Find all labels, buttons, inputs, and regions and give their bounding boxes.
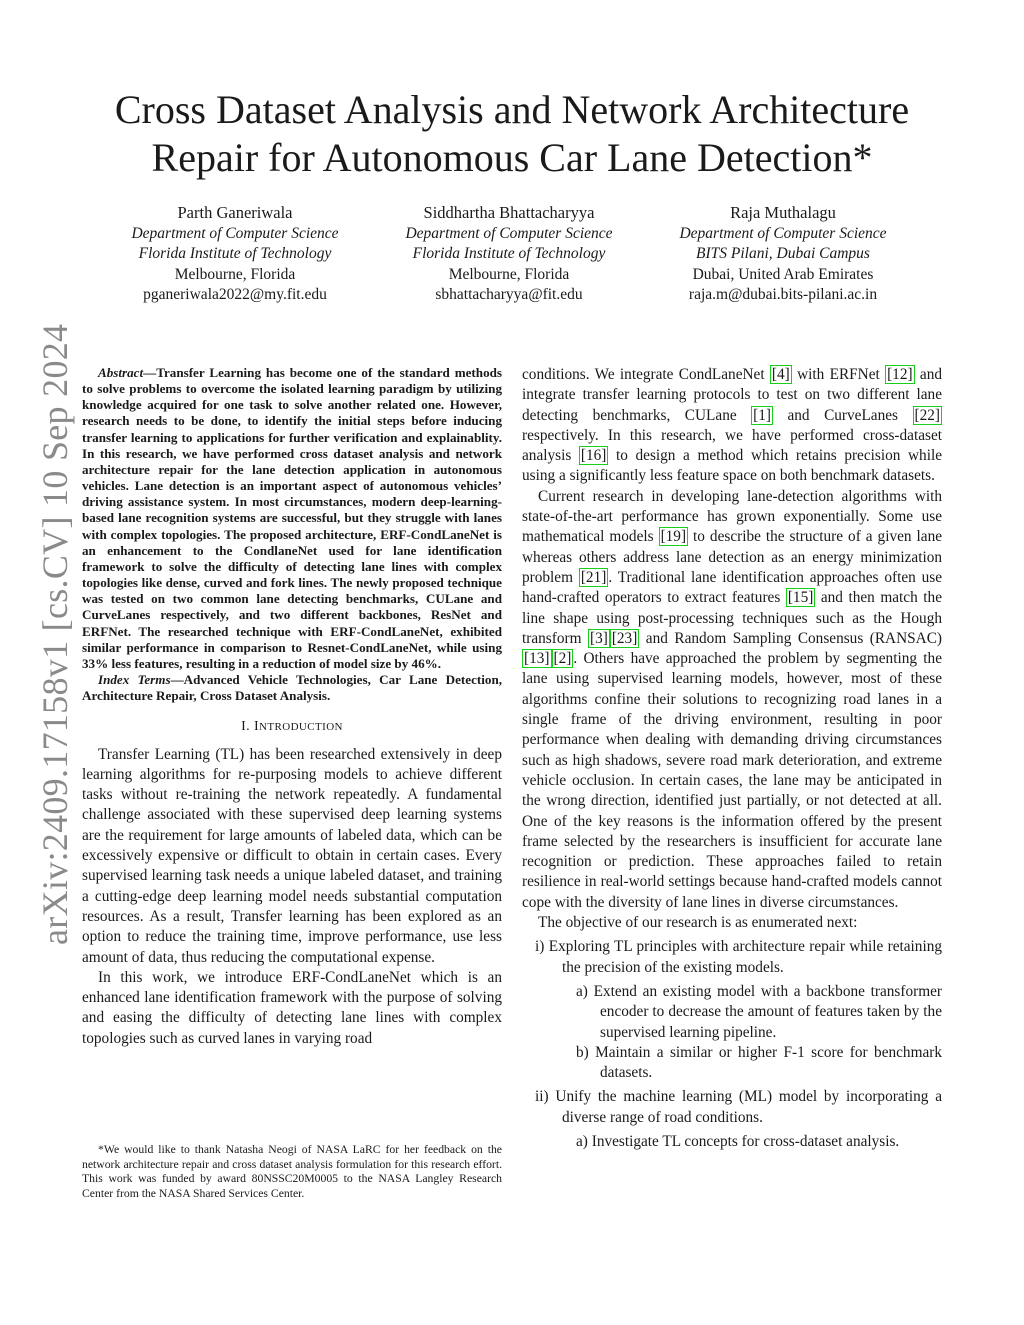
body-text: to design a method which retains precision while using a significantly less feature space on both benchmark datasets.	[522, 447, 942, 485]
author-department: Department of Computer Science	[679, 224, 887, 242]
author-institution: BITS Pilani, Dubai Campus	[696, 245, 870, 263]
author-name: Raja Muthalagu	[730, 203, 836, 222]
list-text: Investigate TL concepts for cross-dataset analysis.	[591, 1132, 900, 1150]
list-marker: a)	[576, 982, 588, 1000]
body-text: to describe the structure of a given lane whereas others address lane detection as an energy minimization problem	[522, 528, 943, 586]
list-text: Unify the machine learning (ML) model by incorporating a diverse range of road conditions.	[555, 1088, 943, 1126]
citation-link[interactable]: [21]	[580, 568, 607, 586]
citation-link[interactable]: [19]	[660, 528, 687, 546]
citation-link[interactable]: [13]	[524, 650, 550, 668]
citation-link[interactable]: [12]	[887, 366, 913, 383]
index-terms-label: Index Terms	[98, 671, 171, 687]
body-text: respectively. In this research, we have performed cross-dataset analysis	[522, 426, 942, 465]
section-title: NTRODUCTION	[259, 721, 343, 734]
title-line-2: Repair for Autonomous Car Lane Detection*	[151, 135, 873, 180]
author-institution: Florida Institute of Technology	[138, 245, 332, 263]
list-text: Maintain a similar or higher F-1 score for benchmark datasets.	[595, 1043, 942, 1082]
index-terms-text: —Advanced Vehicle Technologies, Car Lane Detection, Architecture Repair, Cross Dataset Analysis.	[82, 671, 502, 704]
intro-paragraph-2: In this work, we introduce ERF-CondLaneNet which is an enhanced lane identification framework with the purpose of solving and easing the difficulty of detecting lane lines with complex topologies such as curved lanes in varying road	[82, 968, 502, 1047]
abstract	[82, 365, 502, 672]
body-text: and Random Sampling Consensus (RANSAC)	[639, 629, 943, 647]
list-text: Extend an existing model with a backbone transformer encoder to decrease the amount of features taken by the supervised learning pipeline.	[593, 982, 942, 1041]
body-text: . Others have approached the problem by segmenting the lane using supervised learning models, however, most of these algorithms confine their solutions to recognizing road lanes in a single frame of the driving environment, resulting in poor performance when dealing with demanding driving circumstances such as high shadows, severe road mark deterioration, and extreme vehicle occlusion. In certain cases, the lane may be anticipated in the wrong direction, identified just partially, or not detected at all. One of the key reasons is the information offered by the present frame selected by the researchers is insufficient for accurate lane recognition or prediction. These approaches failed to retain resilience in real-world settings because hand-crafted models cannot cope with the diversity of lane lines in diverse circumstances.	[522, 650, 942, 911]
author-block	[90, 203, 380, 306]
author-institution: Florida Institute of Technology	[412, 245, 606, 263]
author-location: Melbourne, Florida	[174, 265, 296, 283]
author-department: Department of Computer Science	[131, 224, 339, 242]
body-paragraph	[522, 487, 942, 913]
list-item	[522, 1087, 942, 1128]
citation-link[interactable]: [15]	[787, 589, 814, 607]
list-text: Exploring TL principles with architecture repair while retaining the precision of the existing models.	[548, 938, 943, 976]
footnote-text: *We would like to thank Natasha Neogi of NASA LaRC for her feedback on the network architecture repair and cross dataset analysis formulation for this research effort. This work was funded by award 80NSSC20M0005 to the NASA Langley Research Center from the NASA Shared Services Center.	[82, 1143, 502, 1200]
list-item	[522, 1043, 942, 1084]
author-email: sbhattacharyya@fit.edu	[435, 286, 583, 304]
author-name: Parth Ganeriwala	[177, 203, 293, 222]
title-line-1: Cross Dataset Analysis and Network Architecture	[114, 87, 910, 132]
body-text: and integrate transfer learning protocols to test on two different lane detecting benchmarks, CULane	[522, 366, 942, 424]
intro-paragraph-1: Transfer Learning (TL) has been researched extensively in deep learning algorithms for re-purposing models to achieve different tasks without re-training the network repeatedly. A fundamental challenge associated with these supervised deep learning systems are the requirement for large amounts of labeled data, which can be excessively expensive or difficult to obtain in certain cases. Every supervised learning task needs a unique labeled dataset, and training a cutting-edge deep learning model needs substantial computation resources. As a result, Transfer learning has been explored as an option to reduce the training time, improve performance, use less amount of data, thus reducing the computational expense.	[82, 745, 502, 966]
body-paragraph	[522, 365, 942, 487]
list-marker: b)	[576, 1043, 589, 1061]
footnote-acknowledgement	[82, 1143, 502, 1201]
right-column	[522, 365, 942, 1152]
body-text: . Traditional lane identification approaches often use hand-crafted operators to extract features	[522, 568, 942, 607]
body-text: conditions. We integrate CondLaneNet	[522, 366, 770, 383]
author-department: Department of Computer Science	[405, 224, 613, 242]
citation-link[interactable]: [22]	[914, 406, 940, 424]
body-text: with ERFNet	[791, 366, 886, 383]
body-text: Current research in developing lane-detection algorithms with state-of-the-art performance has grown exponentially. Some use mathematical models	[522, 487, 942, 546]
citation-link[interactable]: [1]	[753, 406, 771, 424]
abstract-text: —Transfer Learning has become one of the standard methods to solve problems to overcome the isolated learning paradigm by utilizing knowledge acquired for one task to solve another related one. However, research needs to be done, to identify the initial steps before inducing transfer learning to applications for further verification and explainablity. In this research, we have performed cross dataset analysis and network architecture repair for the lane detection application in autonomous vehicles. Lane detection is an important aspect of autonomous vehicles’ driving assistance system. In most circumstances, modern deep-learning-based lane recognition systems are successful, but they struggle with lanes with complex topologies. The proposed architecture, ERF-CondLaneNet is an enhancement to the CondlaneNet used for lane identification framework to solve the difficulty of detecting lane lines with complex topologies like dense, curved and fork lines. The newly proposed technique was tested on two common lane detecting benchmarks, CULane and CurveLanes respectively, and two different backbones, ResNet and ERFNet. The researched technique with ERF-CondLaneNet, exhibited similar performance in comparison to Resnet-CondLaneNet, while using 33% less features, resulting in a reduction of model size by 46%.	[82, 365, 502, 671]
arxiv-identifier: arXiv:2409.17158v1 [cs.CV] 10 Sep 2024	[35, 323, 75, 945]
left-column	[82, 365, 502, 1049]
list-marker: ii)	[535, 1088, 549, 1106]
objectives-intro: The objective of our research is as enumerated next:	[538, 914, 858, 932]
author-email: raja.m@dubai.bits-pilani.ac.in	[688, 286, 878, 304]
list-marker: a)	[576, 1132, 588, 1150]
list-item	[522, 937, 942, 978]
citation-link[interactable]: [2]	[553, 650, 572, 668]
author-block	[638, 203, 928, 306]
citation-link[interactable]: [23]	[611, 629, 638, 647]
list-item	[522, 1132, 942, 1152]
abstract-label: Abstract	[98, 365, 144, 380]
author-location: Dubai, United Arab Emirates	[692, 265, 874, 283]
author-email: pganeriwala2022@my.fit.edu	[143, 286, 327, 304]
section-heading-introduction	[82, 717, 502, 737]
paper-title	[80, 86, 944, 182]
body-text: and CurveLanes	[772, 406, 913, 424]
citation-link[interactable]: [4]	[771, 366, 790, 383]
author-name: Siddhartha Bhattacharyya	[423, 203, 595, 222]
index-terms	[82, 672, 502, 704]
citation-link[interactable]: [3]	[589, 629, 608, 647]
citation-link[interactable]: [16]	[580, 447, 607, 465]
list-marker: i)	[535, 938, 545, 956]
list-item	[522, 982, 942, 1043]
section-numeral: I. I	[241, 719, 260, 735]
author-location: Melbourne, Florida	[448, 265, 570, 283]
author-block	[364, 203, 654, 306]
body-text: and then match the line shape using post-processing techniques such as the Hough transform	[522, 589, 942, 647]
